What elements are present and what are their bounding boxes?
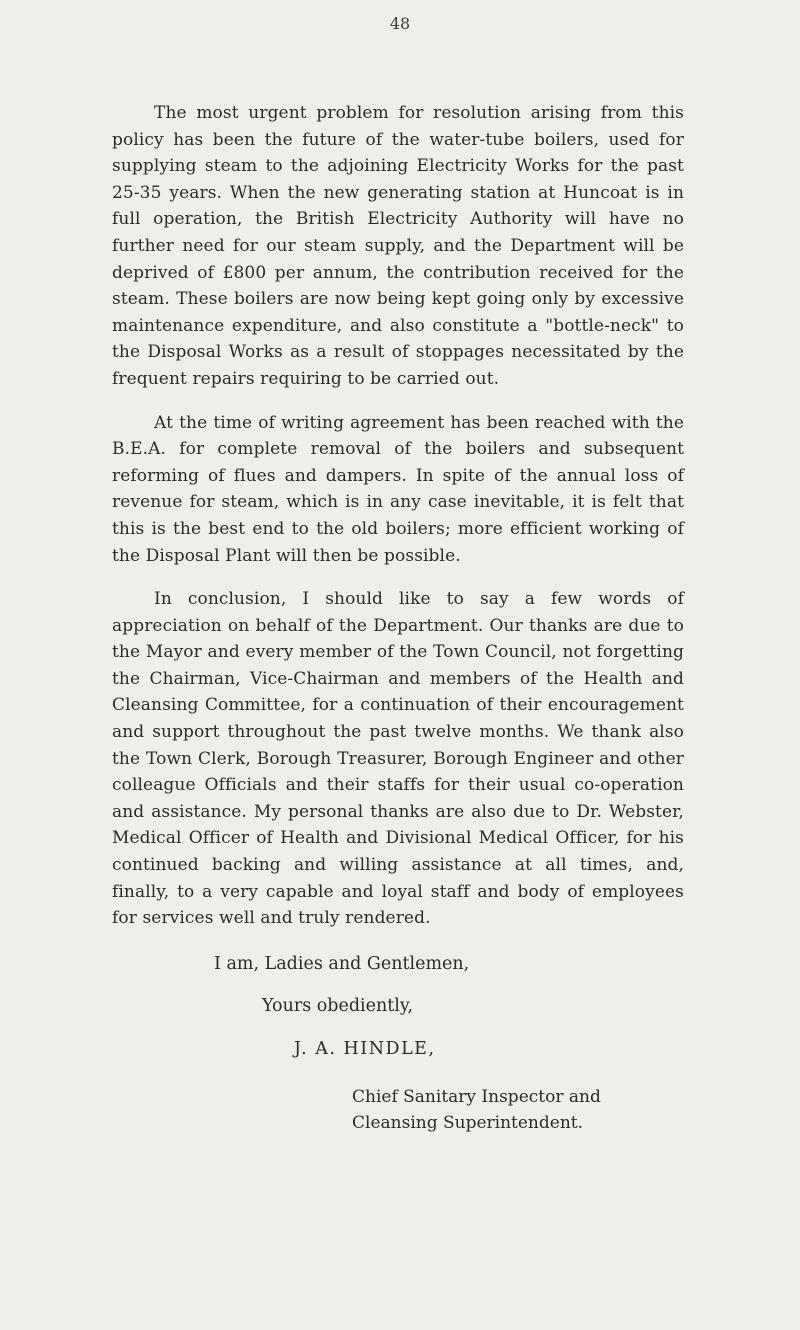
paragraph-agreement: At the time of writing agreement has been reached with the B.E.A. for complete removal of the boilers and subsequent reforming of flues and dampers. In spite of the annual loss of revenue for steam, which is in any case inevitable, it is felt that this is the best end to the old boilers; more efficient working of the Disposal Plant will then be possible. — [112, 412, 684, 566]
signatory-title-line1: Chief Sanitary Inspector and — [352, 1087, 601, 1107]
signatory-name: J. A. HINDLE, — [294, 1039, 436, 1059]
salutation: I am, Ladies and Gentlemen, — [214, 954, 470, 974]
page-number: 48 — [389, 14, 411, 33]
valediction: Yours obediently, — [262, 996, 414, 1016]
signatory-title — [352, 1084, 601, 1136]
body-text — [112, 100, 684, 949]
paragraph-conclusion: In conclusion, I should like to say a few words of appreciation on behalf of the Department. Our thanks are due to the Mayor and every member of the Town Council, not forgetting the Chairman, Vice-Chairman and members of the Health and Cleansing Committee, for a continuation of their encouragement and support throughout the past twelve months. We thank also the Town Clerk, Borough Treasurer, Borough Engineer and other colleague Officials and their staffs for their usual co-operation and assistance. My personal thanks are also due to Dr. Webster, Medical Officer of Health and Divisional Medical Officer, for his continued backing and willing assistance at all times, and, finally, to a very capable and loyal staff and body of employees for services well and truly rendered. — [112, 589, 684, 929]
signatory-title-line2: Cleansing Superintendent. — [352, 1113, 584, 1133]
paragraph-boilers: The most urgent problem for resolution arising from this policy has been the future of the water-tube boilers, used for supplying steam to the adjoining Electricity Works for the past 25-35 years. When the new generating station at Huncoat is in full operation, the British Electricity Authority will have no further need for our steam supply, and the Department will be deprived of £800 per annum, the contribution received for the steam. These boilers are now being kept going only by excessive maintenance expenditure, and also constitute a "bottle-neck" to the Disposal Works as a result of stoppages necessitated by the frequent repairs requiring to be carried out. — [112, 103, 684, 389]
